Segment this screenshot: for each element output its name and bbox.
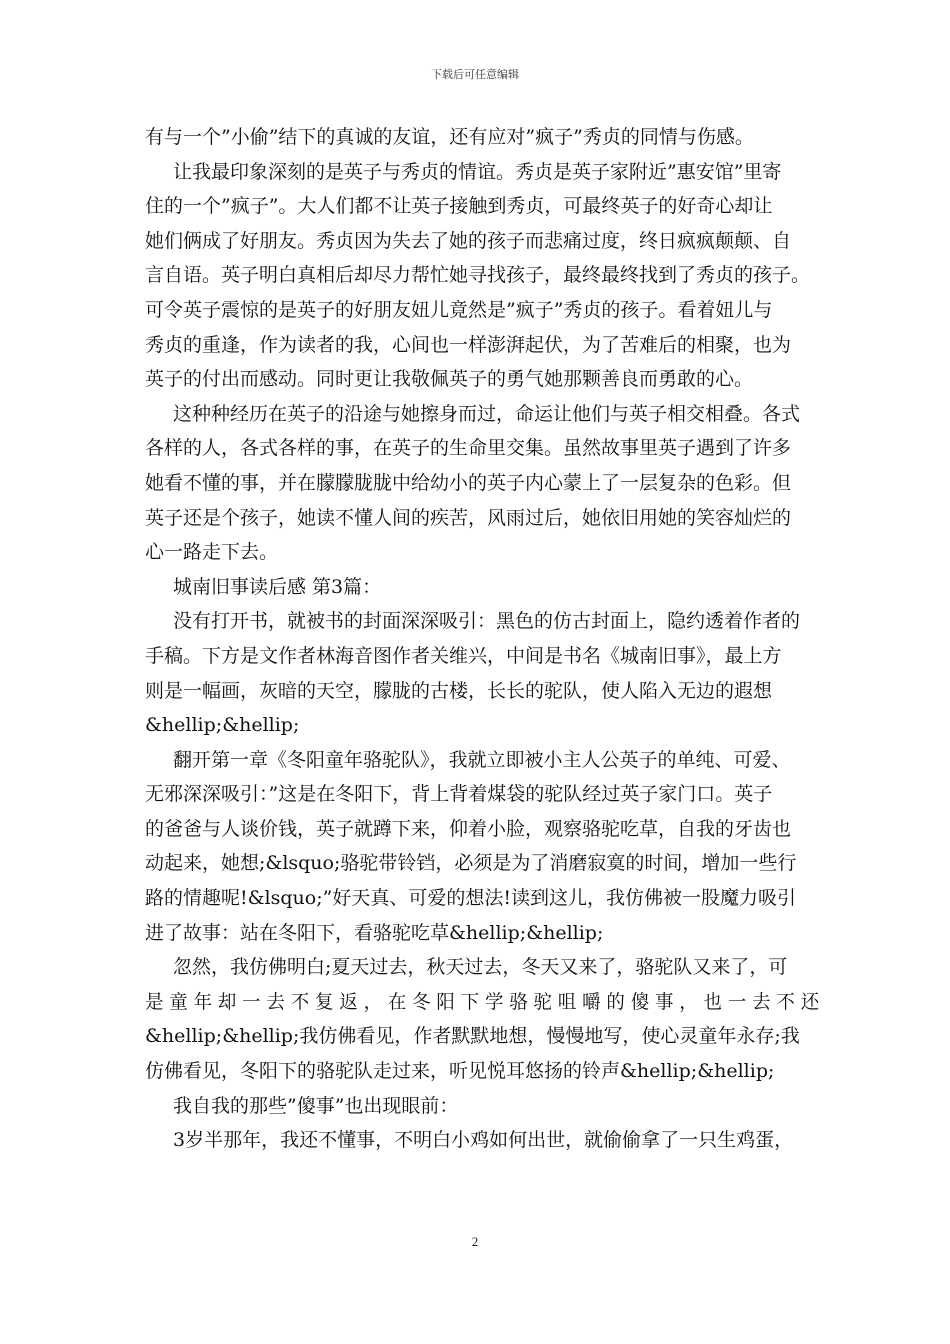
text-line: 英子的付出而感动。同时更让我敬佩英子的勇气她那颗善良而勇敢的心。: [145, 368, 754, 391]
text-line: 这种种经历在英子的沿途与她擦身而过，命运让他们与英子相交相叠。各式: [173, 402, 801, 425]
text-line: 翻开第一章《冬阳童年骆驼队》，我就立即被小主人公英子的单纯、可爱、: [173, 748, 791, 771]
text-line: 3岁半那年，我还不懂事，不明白小鸡如何出世，就偷偷拿了一只生鸡蛋，: [173, 1129, 794, 1152]
text-line: 则是一幅画，灰暗的天空，朦胧的古楼，长长的驼队，使人陷入无边的遐想: [145, 679, 773, 702]
text-line: 英子还是个孩子，她读不懂人间的疾苦，风雨过后，她依旧用她的笑容灿烂的: [145, 506, 792, 529]
text-line: 有与一个”小偷”结下的真诚的友谊，还有应对”疯子”秀贞的同情与伤感。: [145, 126, 754, 148]
text-line: 没有打开书，就被书的封面深深吸引：黑色的仿古封面上，隐约透着作者的: [173, 610, 801, 633]
text-line: &hellip;&hellip;我仿佛看见，作者默默地想，慢慢地写，使心灵童年永存;我: [145, 1025, 800, 1048]
text-line: 进了故事：站在冬阳下，看骆驼吃草&hellip;&hellip;: [145, 921, 604, 944]
text-line: 住的一个”疯子”。大人们都不让英子接触到秀贞，可最终英子的好奇心却让: [145, 195, 773, 218]
text-line: &hellip;&hellip;: [145, 714, 300, 737]
section-heading: 城南旧事读后感 第3篇：: [173, 575, 382, 598]
page-header: 下载后可任意编辑: [431, 68, 519, 81]
text-line: 仿佛看见，冬阳下的骆驼队走过来，听见悦耳悠扬的铃声&hellip;&hellip;: [145, 1060, 775, 1083]
text-line: 路的情趣呢!&lsquo;”好天真、可爱的想法!读到这儿，我仿佛被一股魔力吸引: [145, 887, 796, 910]
text-line: 秀贞的重逢，作为读者的我，心间也一样澎湃起伏，为了苦难后的相聚，也为: [145, 333, 792, 356]
text-line: 言自语。英子明白真相后却尽力帮忙她寻找孩子，最终最终找到了秀贞的孩子。: [145, 264, 811, 287]
text-line: 动起来，她想;&lsquo;骆驼带铃铛，必须是为了消磨寂寞的时间，增加一些行: [145, 852, 797, 875]
text-line: 她们俩成了好朋友。秀贞因为失去了她的孩子而悲痛过度，终日疯疯颠颠、自: [145, 229, 792, 252]
text-line: 各样的人，各式各样的事，在英子的生命里交集。虽然故事里英子遇到了许多: [145, 437, 792, 460]
text-line: 她看不懂的事，并在朦朦胧胧中给幼小的英子内心蒙上了一层复杂的色彩。但: [145, 471, 792, 494]
text-line: 无邪深深吸引：”这是在冬阳下，背上背着煤袋的驼队经过英子家门口。英子: [145, 783, 773, 806]
text-line: 我自我的那些”傻事”也出现眼前：: [173, 1094, 459, 1117]
page-number: 2: [471, 1234, 479, 1249]
text-line: 的爸爸与人谈价钱，英子就蹲下来，仰着小脸，观察骆驼吃草，自我的牙齿也: [145, 817, 792, 840]
document-body: [145, 120, 825, 1158]
text-line: 让我最印象深刻的是英子与秀贞的情谊。秀贞是英子家附近”惠安馆”里寄: [173, 160, 782, 183]
text-line: 是童年却一去不复返，在冬阳下学骆驼咀嚼的傻事，也一去不还: [145, 990, 825, 1013]
text-line: 忽然，我仿佛明白;夏天过去，秋天过去，冬天又来了，骆驼队又来了，可: [173, 956, 788, 979]
text-line: 可令英子震惊的是英子的好朋友妞儿竟然是”疯子”秀贞的孩子。看着妞儿与: [145, 298, 773, 321]
text-line: 心一路走下去。: [145, 541, 279, 564]
text-line: 手稿。下方是文作者林海音图作者关维兴，中间是书名《城南旧事》，最上方: [145, 644, 782, 667]
